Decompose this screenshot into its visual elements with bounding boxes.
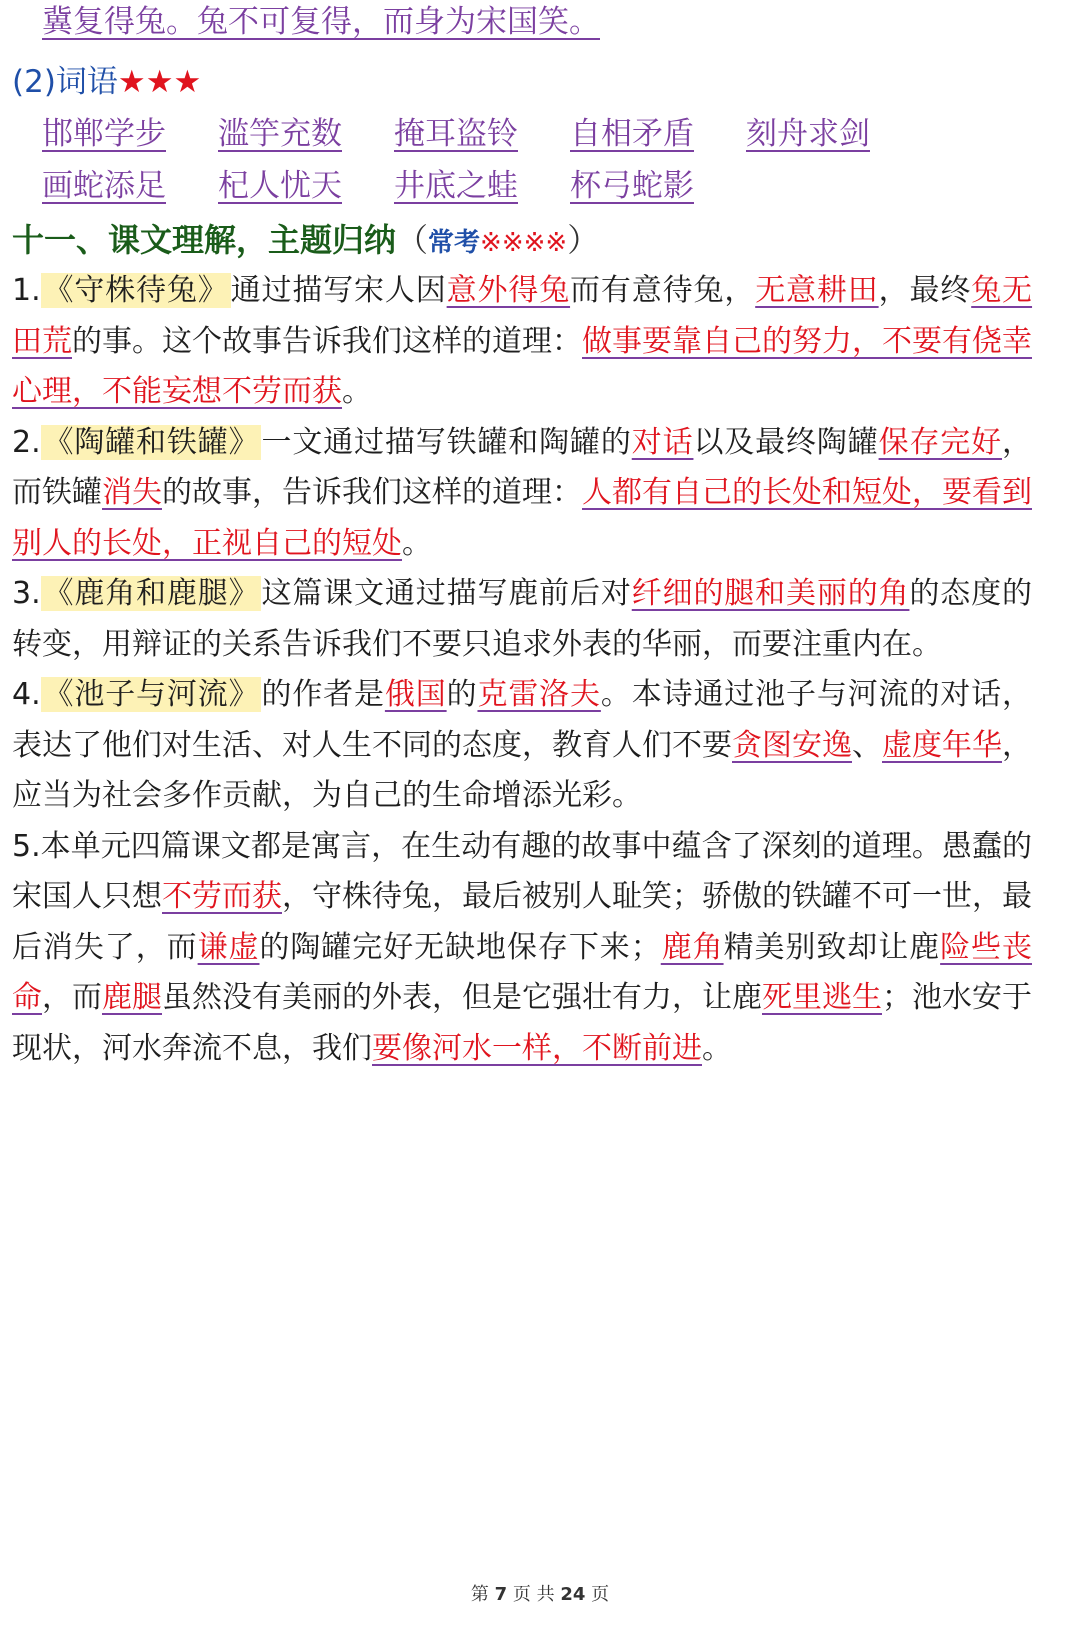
key-phrase: 纤细的腿和美丽的角 bbox=[631, 576, 910, 611]
footer-middle: 页 共 bbox=[512, 1584, 555, 1605]
item-text: 通过描写宋人因 bbox=[230, 273, 447, 308]
item-text: 虽然没有美丽的外表，但是它强壮有力，让鹿 bbox=[162, 980, 762, 1015]
page-total: 24 bbox=[560, 1584, 586, 1605]
key-phrase: 俄国 bbox=[384, 677, 447, 712]
summary-item bbox=[12, 822, 1032, 1075]
heading-title: 十一、课文理解，主题归纳 bbox=[12, 221, 397, 259]
summary-item bbox=[12, 418, 1032, 570]
item-text: ，而 bbox=[42, 980, 102, 1015]
key-phrase: 保存完好 bbox=[878, 424, 1003, 460]
idiom-item: 自相矛盾 bbox=[570, 116, 694, 152]
lesson-title: 《池子与河流》 bbox=[42, 677, 260, 712]
item-text: 而有意待兔， bbox=[570, 273, 756, 308]
idiom-item: 邯郸学步 bbox=[42, 116, 166, 152]
item-text: ；池水安于现状，河水奔流不息，我们 bbox=[12, 980, 1032, 1066]
summary-item bbox=[12, 569, 1032, 670]
footer-prefix: 第 bbox=[470, 1584, 489, 1605]
item-text: 本单元四篇课文都是寓言，在生动有趣的故事中蕴含了深刻的道理。愚蠢的宋国人只想 bbox=[12, 828, 1032, 914]
key-phrase: 谦虚 bbox=[197, 929, 260, 965]
key-phrase: 贪图安逸 bbox=[732, 727, 852, 763]
item-text: 的事。这个故事告诉我们这样的道理： bbox=[72, 323, 582, 359]
key-phrase: 克雷洛夫 bbox=[477, 677, 601, 712]
section-vocabulary-label bbox=[12, 60, 201, 104]
item-text: 的 bbox=[446, 677, 478, 712]
lesson-title: 《守株待兔》 bbox=[42, 273, 229, 308]
item-text: ，而铁罐 bbox=[12, 424, 1033, 510]
idiom-item: 刻舟求剑 bbox=[746, 116, 870, 152]
item-text: 这篇课文通过描写鹿前后对 bbox=[261, 576, 632, 611]
item-text: 。 bbox=[342, 374, 372, 409]
key-phrase: 无意耕田 bbox=[755, 273, 879, 308]
item-text: 的态度的转变，用辩证的关系告诉我们不要只追求外表的华丽，而要注重内在。 bbox=[12, 576, 1033, 662]
key-phrase: 不劳而获 bbox=[162, 879, 282, 914]
summary-item bbox=[12, 670, 1032, 822]
item-text: 。本诗通过池子与河流的对话，表达了他们对生活、对人生不同的态度，教育人们不要 bbox=[12, 677, 1033, 763]
footer-suffix: 页 bbox=[591, 1584, 610, 1605]
key-phrase: 兔无田荒 bbox=[12, 273, 1033, 359]
idiom-item: 滥竽充数 bbox=[218, 116, 342, 152]
summary-item bbox=[12, 266, 1032, 418]
item-text: 的故事，告诉我们这样的道理： bbox=[162, 475, 582, 510]
vocabulary-label-text: (2)词语 bbox=[12, 64, 118, 100]
summary-list bbox=[12, 266, 1032, 1074]
item-text: ，应当为社会多作贡献，为自己的生命增添光彩。 bbox=[12, 727, 1032, 813]
heading-close-paren: ） bbox=[567, 221, 600, 259]
key-phrase: 做事要靠自己的努力，不要有侥幸心理，不能妄想不劳而获 bbox=[12, 323, 1032, 409]
frequency-hint: 常考 bbox=[428, 228, 481, 258]
item-text: 的陶罐完好无缺地保存下来； bbox=[259, 929, 661, 965]
key-phrase: 人都有自己的长处和短处，要看到别人的长处，正视自己的短处 bbox=[12, 475, 1032, 561]
idiom-item: 井底之蛙 bbox=[394, 168, 518, 204]
key-phrase: 鹿角 bbox=[660, 929, 724, 965]
item-number: 5. bbox=[12, 828, 41, 864]
key-phrase: 对话 bbox=[631, 424, 694, 460]
item-text: ，守株待兔，最后被别人耻笑；骄傲的铁罐不可一世，最后消失了，而 bbox=[12, 879, 1032, 965]
item-text: 精美别致却让鹿 bbox=[723, 929, 941, 965]
key-phrase: 险些丧命 bbox=[12, 929, 1032, 1015]
key-phrase: 鹿腿 bbox=[102, 980, 162, 1015]
idiom-item: 杯弓蛇影 bbox=[570, 168, 694, 204]
item-number: 2. bbox=[12, 424, 41, 460]
idiom-item: 画蛇添足 bbox=[42, 168, 166, 204]
item-text: 的作者是 bbox=[261, 677, 385, 712]
item-text: 、 bbox=[852, 727, 882, 763]
item-text: 。 bbox=[402, 525, 432, 561]
idiom-item: 掩耳盗铃 bbox=[394, 116, 518, 152]
lesson-title: 《鹿角和鹿腿》 bbox=[42, 576, 260, 611]
item-text: 。 bbox=[702, 1030, 732, 1066]
item-number: 4. bbox=[12, 677, 41, 712]
item-text: ，最终 bbox=[878, 273, 972, 308]
key-phrase: 要像河水一样，不断前进 bbox=[372, 1030, 702, 1066]
item-number: 3. bbox=[12, 576, 41, 611]
item-text: 以及最终陶罐 bbox=[693, 424, 879, 460]
heading-open-paren: （ bbox=[396, 221, 429, 259]
idiom-item: 杞人忧天 bbox=[218, 168, 342, 204]
page-number: 7 bbox=[494, 1584, 508, 1605]
item-number: 1. bbox=[12, 273, 41, 308]
key-phrase: 意外得兔 bbox=[446, 273, 571, 308]
frequency-marks: ※※※※ bbox=[480, 228, 568, 258]
key-phrase: 虚度年华 bbox=[882, 727, 1002, 763]
key-phrase: 死里逃生 bbox=[762, 980, 882, 1015]
importance-stars: ★★★ bbox=[117, 64, 202, 100]
lesson-title: 《陶罐和铁罐》 bbox=[42, 424, 260, 460]
page-footer bbox=[0, 1580, 1080, 1606]
excerpt-last-line: 冀复得兔。兔不可复得，而身为宋国笑。 bbox=[42, 4, 600, 40]
key-phrase: 消失 bbox=[102, 475, 162, 510]
section-heading bbox=[12, 216, 599, 267]
item-text: 一文通过描写铁罐和陶罐的 bbox=[261, 424, 632, 460]
